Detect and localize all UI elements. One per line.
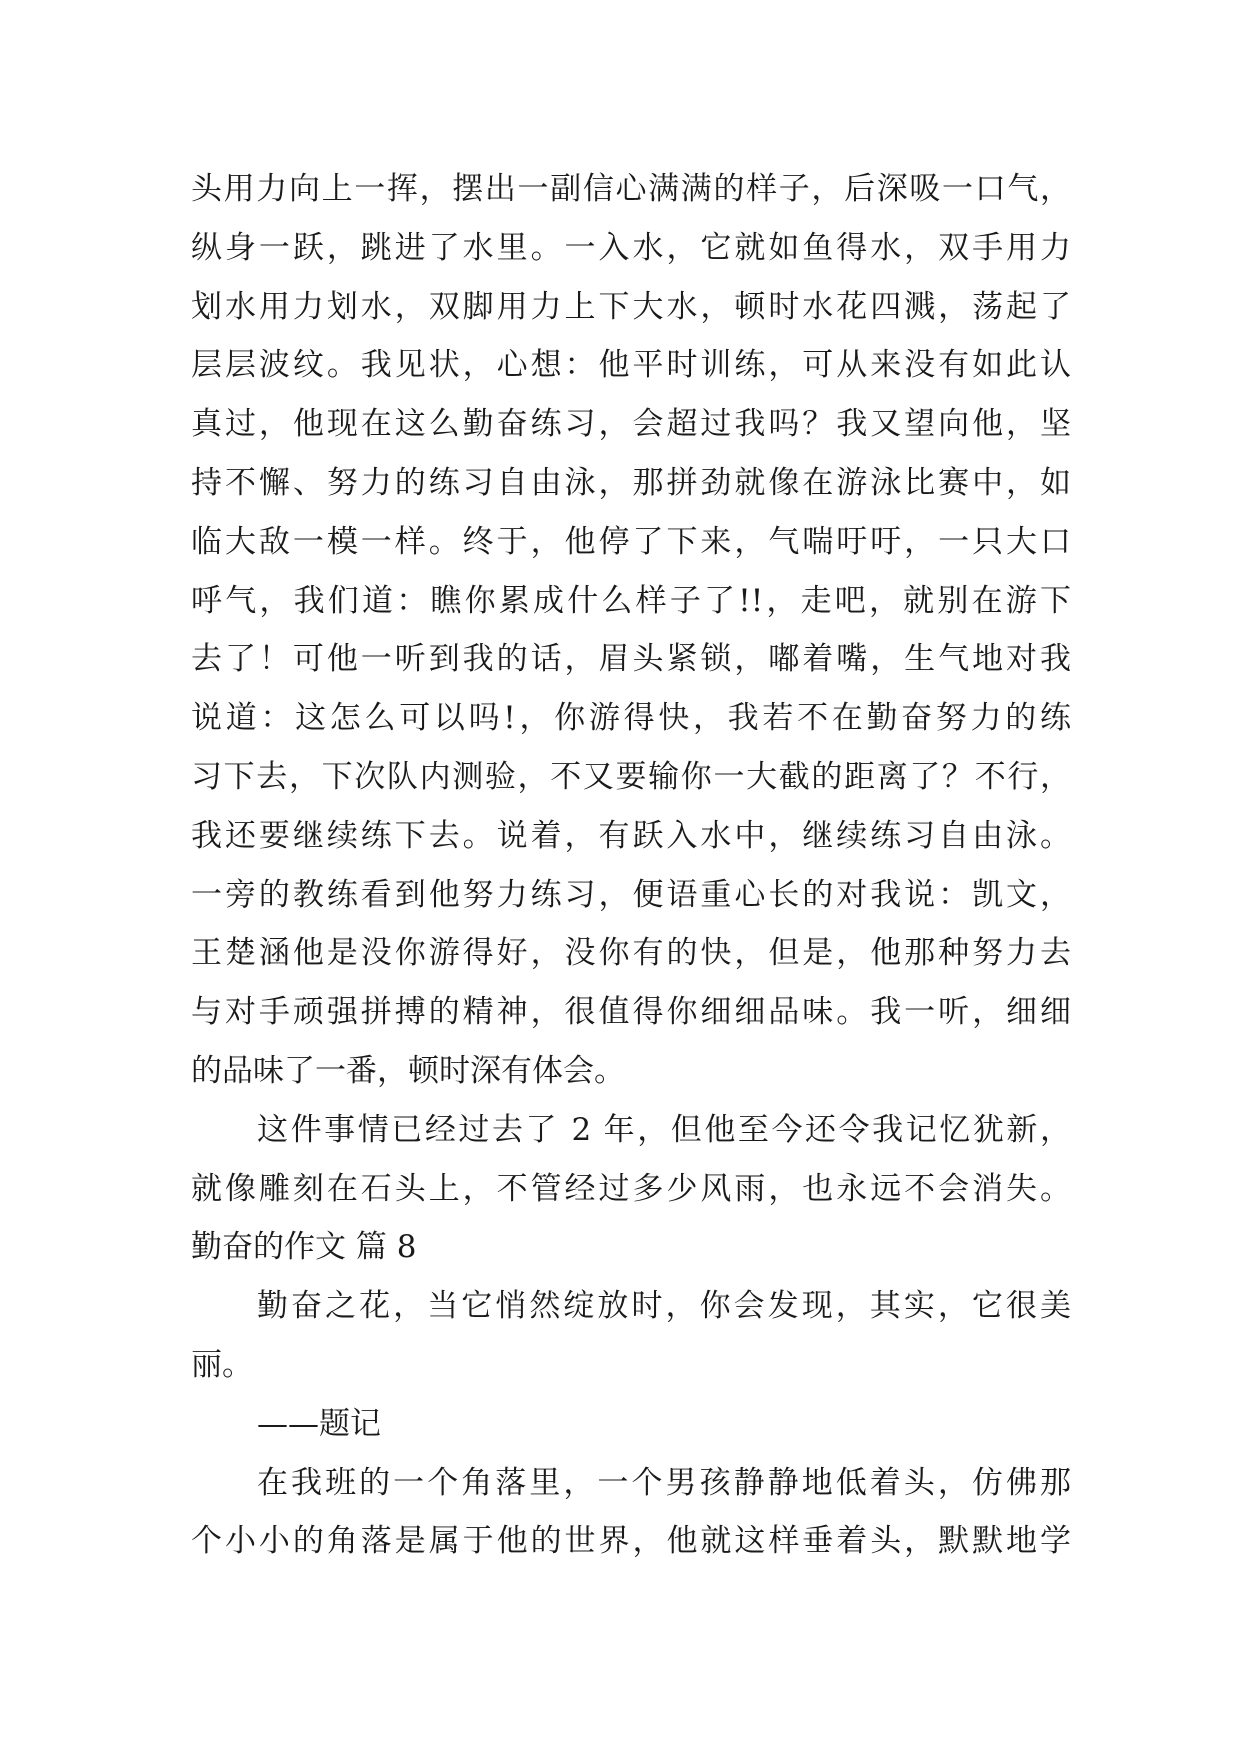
text-line: 划水用力划水，双脚用力上下大水，顿时水花四溅，荡起了	[191, 288, 1071, 325]
paragraph-start-line: 在我班的一个角落里，一个男孩静静地低着头，仿佛那	[257, 1464, 1071, 1501]
text-line: 习下去，下次队内测验，不又要输你一大截的距离了？不行，	[191, 758, 1071, 795]
text-line: 与对手顽强拼搏的精神，很值得你细细品味。我一听，细细	[191, 994, 1071, 1031]
text-line: 持不懈、努力的练习自由泳，那拼劲就像在游泳比赛中，如	[191, 464, 1071, 501]
text-line: 说道：这怎么可以吗!，你游得快，我若不在勤奋努力的练	[191, 700, 1071, 737]
text-line: 去了！可他一听到我的话，眉头紧锁，嘟着嘴，生气地对我	[191, 641, 1071, 678]
text-line: 就像雕刻在石头上，不管经过多少风雨，也永远不会消失。	[191, 1170, 1071, 1207]
document-body	[191, 160, 1071, 1571]
text-line: 一旁的教练看到他努力练习，便语重心长的对我说：凯文，	[191, 876, 1071, 913]
text-line: 层层波纹。我见状，心想：他平时训练，可从来没有如此认	[191, 347, 1071, 384]
section-heading: 勤奋的作文 篇 8	[191, 1229, 417, 1266]
text-line: 的品味了一番，顿时深有体会。	[191, 1052, 625, 1089]
text-line: 临大敌一模一样。终于，他停了下来，气喘吁吁，一只大口	[191, 523, 1071, 560]
text-line: 我还要继续练下去。说着，有跃入水中，继续练习自由泳。	[191, 817, 1071, 854]
paragraph-start-line: 这件事情已经过去了 2 年，但他至今还令我记忆犹新，	[257, 1111, 1071, 1148]
text-line: 王楚涵他是没你游得好，没你有的快，但是，他那种努力去	[191, 935, 1071, 972]
text-line: 纵身一跃，跳进了水里。一入水，它就如鱼得水，双手用力	[191, 229, 1071, 266]
text-line: 丽。	[191, 1346, 253, 1383]
text-line: 头用力向上一挥，摆出一副信心满满的样子，后深吸一口气，	[191, 171, 1071, 207]
epigraph-attribution: ——题记	[257, 1405, 381, 1442]
text-line: 个小小的角落是属于他的世界，他就这样垂着头，默默地学	[191, 1523, 1071, 1560]
paragraph-start-line: 勤奋之花，当它悄然绽放时，你会发现，其实，它很美	[257, 1288, 1071, 1325]
text-line: 呼气，我们道：瞧你累成什么样子了!!，走吧，就别在游下	[191, 582, 1071, 619]
text-line: 真过，他现在这么勤奋练习，会超过我吗？我又望向他，坚	[191, 406, 1071, 443]
